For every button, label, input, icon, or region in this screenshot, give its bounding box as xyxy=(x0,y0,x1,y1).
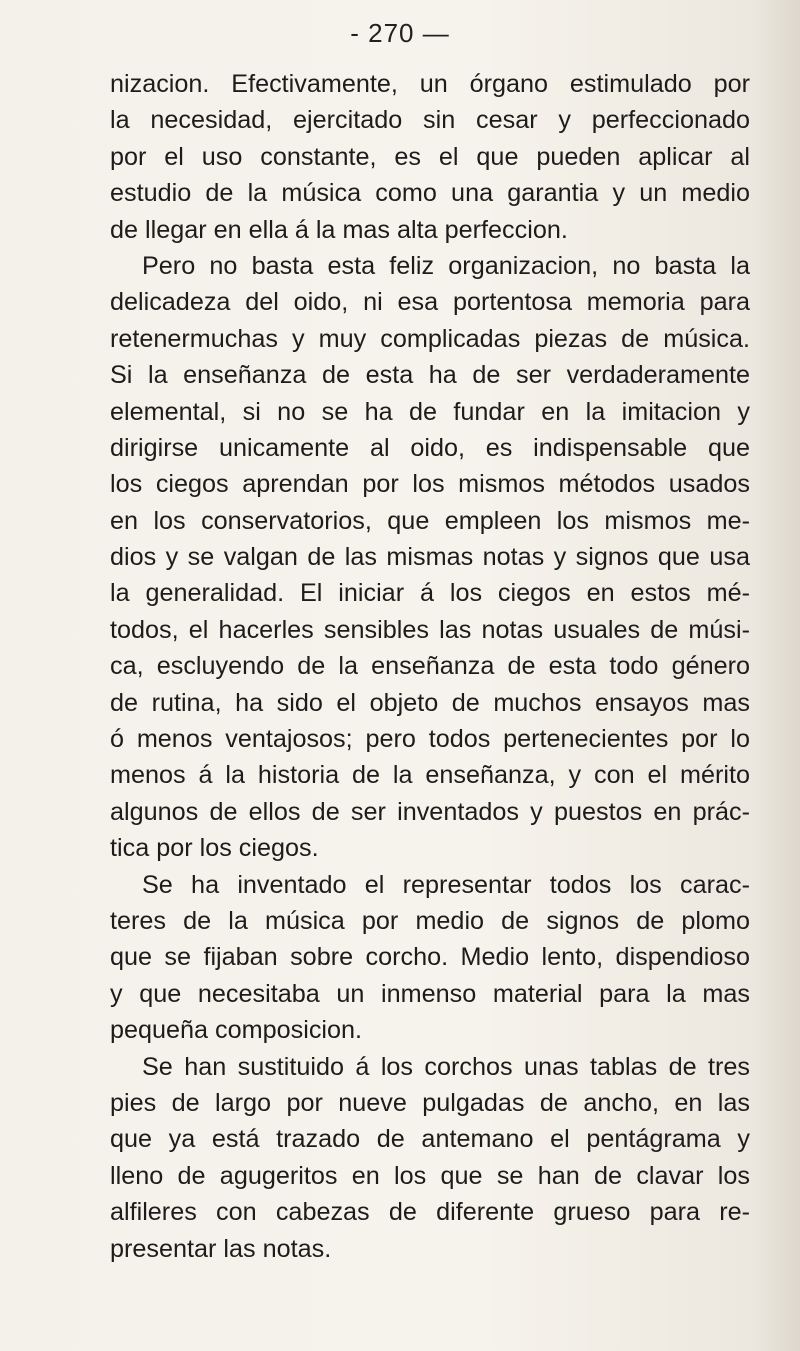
text-line: de llegar en ella á la mas alta perfeccion. xyxy=(110,215,568,244)
text-line: la generalidad. El iniciar á los ciegos en estos mé- xyxy=(110,579,750,608)
text-line: de rutina, ha sido el objeto de muchos ensayos mas xyxy=(110,688,750,717)
text-line: presentar las notas. xyxy=(110,1234,332,1263)
text-line: elemental, si no se ha de fundar en la imitacion y xyxy=(110,397,750,426)
text-line: retenermuchas y muy complicadas piezas de música. xyxy=(110,324,750,353)
text-line: Pero no basta esta feliz organizacion, no basta la xyxy=(142,251,750,280)
text-line: teres de la música por medio de signos de plomo xyxy=(110,906,750,935)
text-line: estudio de la música como una garantia y un medio xyxy=(110,179,750,208)
text-line: por el uso constante, es el que pueden aplicar al xyxy=(110,142,750,171)
text-line: que ya está trazado de antemano el pentágrama y xyxy=(110,1125,750,1154)
text-line: los ciegos aprendan por los mismos métodos usados xyxy=(110,470,750,499)
text-line: ca, escluyendo de la enseñanza de esta todo género xyxy=(110,652,750,681)
text-line: ó menos ventajosos; pero todos pertenecientes por lo xyxy=(110,725,750,754)
text-line: dios y se valgan de las mismas notas y signos que usa xyxy=(110,543,750,572)
text-line: algunos de ellos de ser inventados y puestos en prác- xyxy=(110,797,750,826)
text-line: y que necesitaba un inmenso material para la mas xyxy=(110,979,750,1008)
text-line: la necesidad, ejercitado sin cesar y perfeccionado xyxy=(110,106,750,135)
text-line: Se ha inventado el representar todos los carac- xyxy=(142,870,750,899)
text-line: todos, el hacerles sensibles las notas usuales de músi- xyxy=(110,615,750,644)
text-line: tica por los ciegos. xyxy=(110,834,319,863)
text-line: nizacion. Efectivamente, un órgano estimulado por xyxy=(110,70,750,98)
text-line: Si la enseñanza de esta ha de ser verdaderamente xyxy=(110,361,750,390)
body-text xyxy=(110,66,750,1267)
text-line: Se han sustituido á los corchos unas tablas de tres xyxy=(142,1052,750,1081)
text-line: que se fijaban sobre corcho. Medio lento, dispendioso xyxy=(110,943,750,972)
text-line: delicadeza del oido, ni esa portentosa memoria para xyxy=(110,288,750,317)
text-line: alfileres con cabezas de diferente grueso para re- xyxy=(110,1198,750,1227)
page-number: - 270 — xyxy=(350,18,450,48)
text-line: menos á la historia de la enseñanza, y con el mérito xyxy=(110,761,750,790)
text-line: pies de largo por nueve pulgadas de ancho, en las xyxy=(110,1088,750,1117)
text-line: pequeña composicion. xyxy=(110,1016,363,1045)
text-line: dirigirse unicamente al oido, es indispensable que xyxy=(110,433,750,462)
text-line: lleno de agugeritos en los que se han de clavar los xyxy=(110,1161,750,1190)
text-line: en los conservatorios, que empleen los mismos me- xyxy=(110,506,750,535)
